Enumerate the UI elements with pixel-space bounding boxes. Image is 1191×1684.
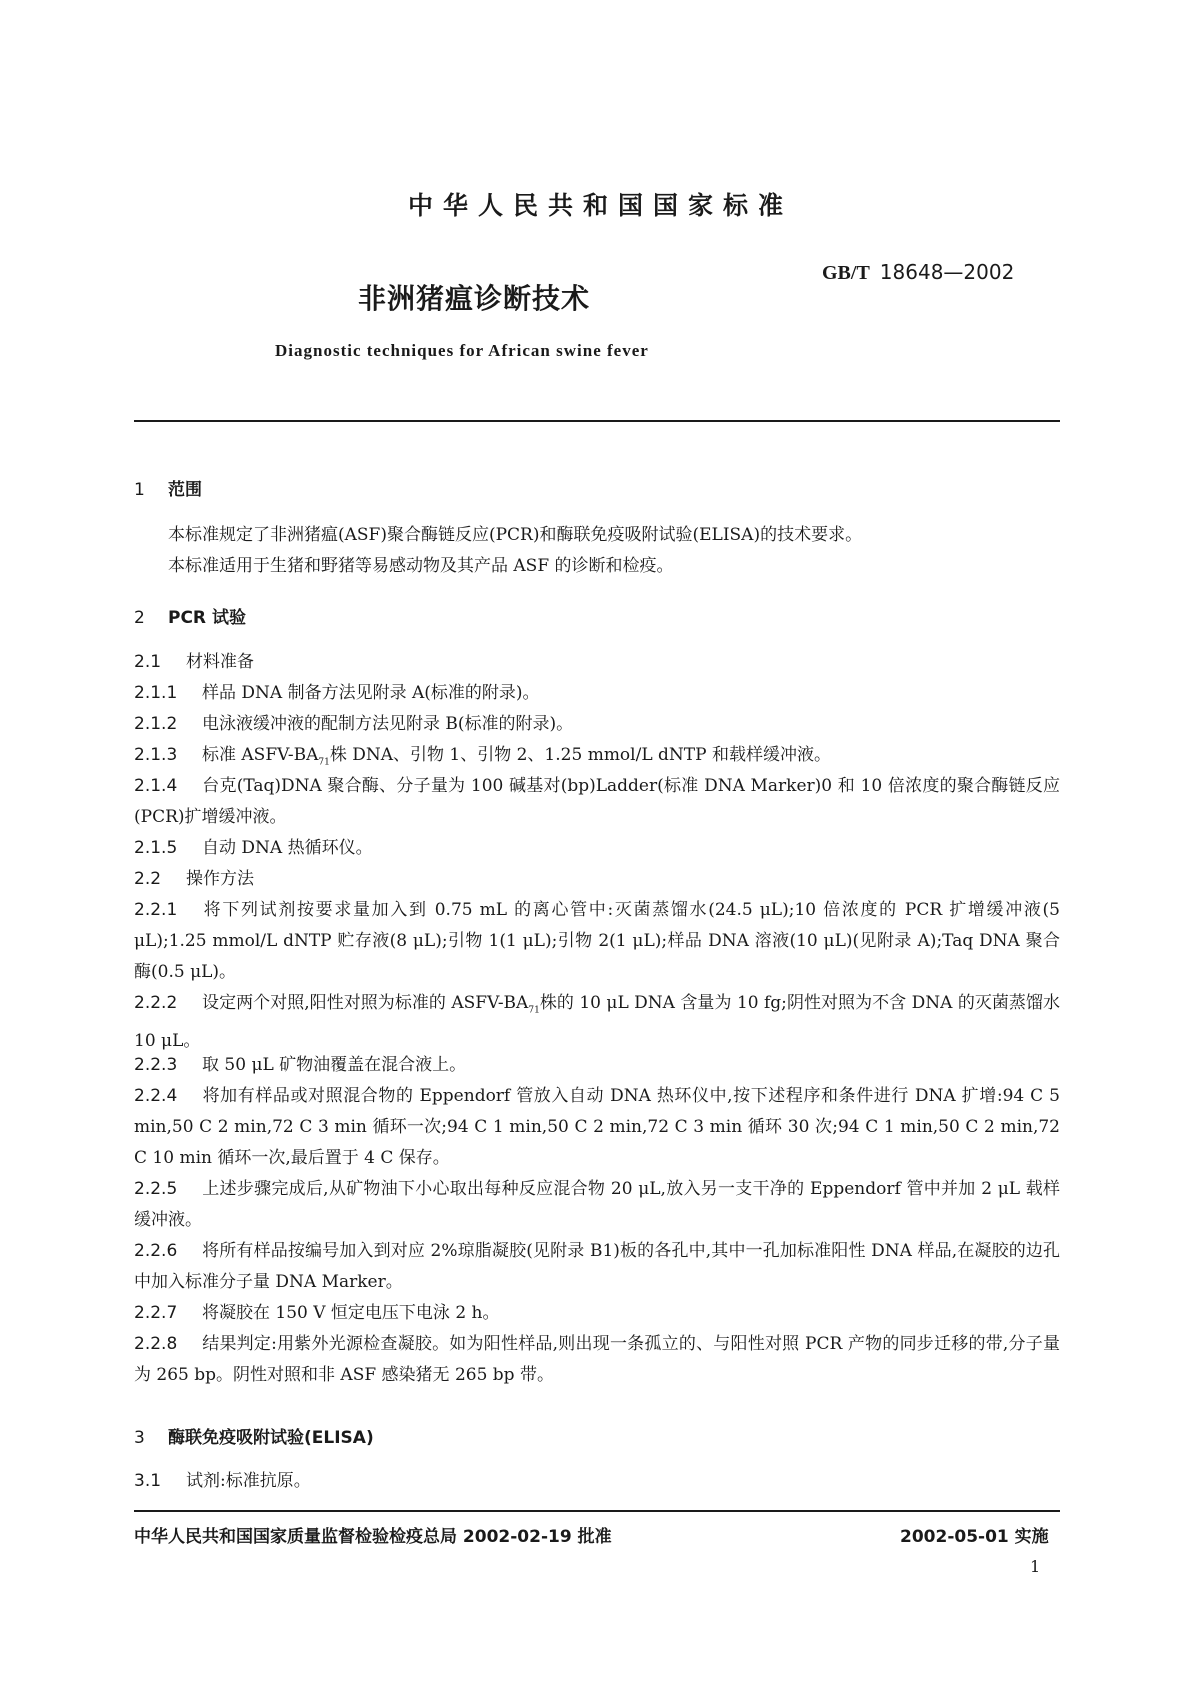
section-title: PCR 试验 [168,608,246,628]
paragraph: 本标准适用于生猪和野猪等易感动物及其产品 ASF 的诊断和检疫。 [168,556,674,576]
clause-text: 将所有样品按编号加入到对应 2%琼脂凝胶(见附录 B1)板的各孔中,其中一孔加标准阳性 DNA 样品,在凝胶的边孔中加入标准分子量 DNA Marker。 [134,1241,1060,1292]
clause-2-1-4 [134,771,1060,833]
section-title: 酶联免疫吸附试验(ELISA) [168,1428,374,1448]
clause-2-2-4 [134,1081,1060,1174]
clause-number: 2.2.4 [134,1086,178,1106]
clause-number: 2.1.4 [134,776,178,796]
clause-number: 2.2 [134,869,162,889]
section-title: 范围 [168,480,202,500]
clause-2-2-8 [134,1329,1060,1391]
subscript: 71 [528,1005,540,1016]
clause-number: 2.1.1 [134,683,178,703]
document-title-cn: 非洲猪瘟诊断技术 [358,282,591,315]
clause-text: 标准 ASFV-BA [202,745,319,765]
section-2-heading [134,603,246,628]
clause-text: 自动 DNA 热循环仪。 [202,838,373,858]
clause-number: 2.1.2 [134,714,178,734]
clause-text: 试剂:标准抗原。 [186,1471,311,1491]
section-number: 3 [134,1428,145,1448]
subscript: 71 [318,757,330,768]
clause-number: 2.2.7 [134,1303,178,1323]
clause-text: 上述步骤完成后,从矿物油下小心取出每种反应混合物 20 μL,放入另一支干净的 Eppendorf 管中并加 2 μL 载样缓冲液。 [134,1179,1060,1230]
clause-text: 将加有样品或对照混合物的 Eppendorf 管放入自动 DNA 热环仪中,按下述程序和条件进行 DNA 扩增:94 C 5 min,50 C 2 min,72 C 3 min 循环一次;94 C 1 min,50 C 2 min,72 C 3 min 循环 30 次;94 C 1 min,50 C 2 min,72 C 10 min 循环一次,最后置于 4 C 保存。 [134,1086,1060,1168]
clause-text: 样品 DNA 制备方法见附录 A(标准的附录)。 [202,683,540,703]
section-1-heading [134,475,202,500]
clause-text: 株 DNA、引物 1、引物 2、1.25 mmol/L dNTP 和载样缓冲液。 [329,745,831,765]
section-number: 2 [134,608,145,628]
approval-date: 中华人民共和国国家质量监督检验检疫总局 2002-02-19 批准 [134,1527,612,1547]
clause-2-2 [134,864,1060,895]
clause-2-1-5 [134,833,1060,864]
clause-2-2-6 [134,1236,1060,1298]
clause-text: 设定两个对照,阳性对照为标准的 ASFV-BA [202,993,529,1013]
clause-2-1 [134,647,1060,678]
clause-text: 电泳液缓冲液的配制方法见附录 B(标准的附录)。 [202,714,574,734]
clause-number: 2.1 [134,652,162,672]
implementation-date: 2002-05-01 实施 [900,1527,1049,1547]
clause-number: 2.2.1 [134,900,178,920]
standard-number-value: 18648—2002 [879,260,1015,284]
paragraph: 本标准规定了非洲猪瘟(ASF)聚合酶链反应(PCR)和酶联免疫吸附试验(ELISA)的技术要求。 [168,525,863,545]
page-number: 1 [1030,1557,1041,1576]
header-divider [134,420,1060,422]
clause-text: 将凝胶在 150 V 恒定电压下电泳 2 h。 [202,1303,500,1323]
clause-2-1-1 [134,678,1060,709]
standard-code: GB/T [822,262,870,284]
clause-2-2-3 [134,1050,1060,1081]
clause-text: 取 50 μL 矿物油覆盖在混合液上。 [202,1055,467,1075]
standard-number [822,260,1014,285]
standard-type-heading: 中华人民共和国国家标准 [407,191,793,220]
section-3-heading [134,1423,374,1448]
clause-number: 2.2.5 [134,1179,178,1199]
clause-2-2-2 [134,988,1060,1057]
clause-2-1-2 [134,709,1060,740]
clause-text: 操作方法 [186,869,254,889]
clause-number: 2.2.8 [134,1334,178,1354]
clause-number: 3.1 [134,1471,162,1491]
clause-number: 2.1.3 [134,745,178,765]
clause-2-2-7 [134,1298,1060,1329]
clause-number: 2.2.6 [134,1241,178,1261]
clause-text: 台克(Taq)DNA 聚合酶、分子量为 100 碱基对(bp)Ladder(标准 DNA Marker)0 和 10 倍浓度的聚合酶链反应(PCR)扩增缓冲液。 [134,776,1060,827]
document-title-en: Diagnostic techniques for African swine fever [275,341,649,360]
clause-number: 2.2.3 [134,1055,178,1075]
footer-divider [134,1510,1060,1512]
clause-number: 2.2.2 [134,993,178,1013]
clause-text: 将下列试剂按要求量加入到 0.75 mL 的离心管中:灭菌蒸馏水(24.5 μL);10 倍浓度的 PCR 扩增缓冲液(5 μL);1.25 mmol/L dNTP 贮存液(8 μL);引物 1(1 μL);引物 2(1 μL);样品 DNA 溶液(10 μL)(见附录 A);Taq DNA 聚合酶(0.5 μL)。 [134,900,1060,982]
clause-text: 株的 10 μL DNA 含量为 10 fg;阴性对照为不含 DNA 的灭菌蒸馏水 10 μL。 [134,993,1061,1052]
clause-text: 材料准备 [186,652,254,672]
clause-2-2-5 [134,1174,1060,1236]
clause-number: 2.1.5 [134,838,178,858]
clause-3-1 [134,1466,1060,1497]
clause-text: 结果判定:用紫外光源检查凝胶。如为阳性样品,则出现一条孤立的、与阳性对照 PCR 产物的同步迁移的带,分子量为 265 bp。阴性对照和非 ASF 感染猪无 265 bp 带。 [134,1334,1060,1385]
clause-2-2-1 [134,895,1060,988]
section-number: 1 [134,480,145,500]
